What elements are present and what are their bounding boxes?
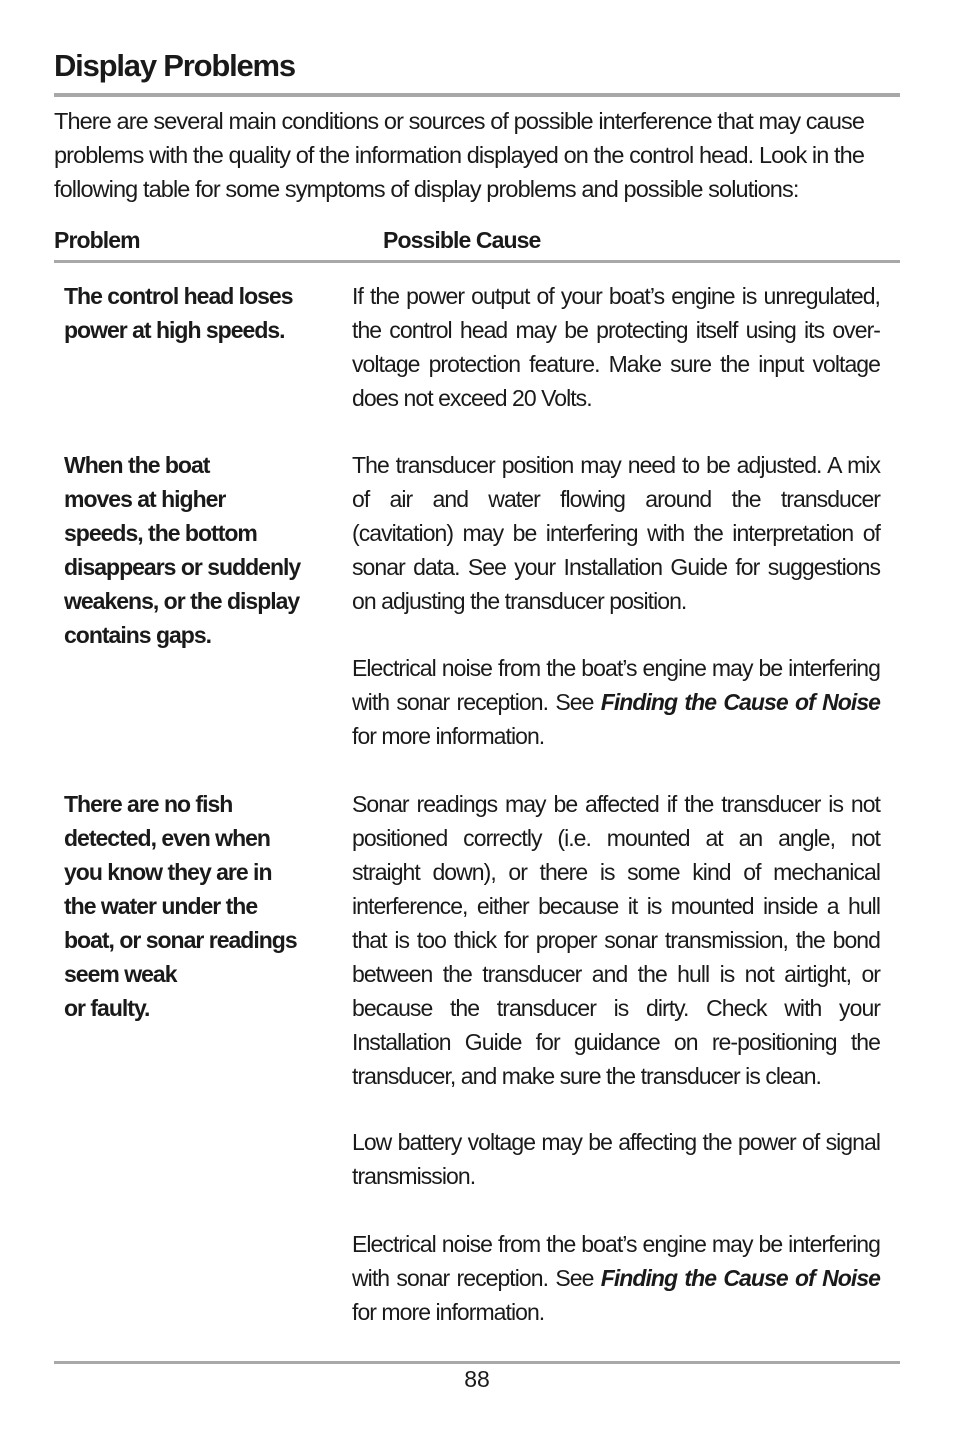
cross-reference-link: Finding the Cause of Noise (600, 689, 880, 715)
cause-paragraph (352, 1227, 880, 1329)
title-divider (54, 93, 900, 97)
column-header-problem: Problem (54, 227, 140, 253)
page-number: 88 (464, 1366, 490, 1392)
cause-text: for more information. (352, 723, 545, 749)
header-divider (54, 260, 900, 263)
column-header-cause: Possible Cause (383, 227, 541, 253)
problem-cell: There are no fish detected, even when you know they are in the water under the boat, or sonar readings seem weak or faulty. (64, 791, 297, 1021)
problem-cell: The control head loses power at high speeds. (64, 283, 293, 343)
cross-reference-link: Finding the Cause of Noise (600, 1265, 880, 1291)
cause-paragraph: If the power output of your boat’s engine is unregulated, the control head may be protecting itself using its over-voltage protection feature. Make sure the input voltage does not exceed 20 Volts. (352, 283, 880, 411)
cause-text: Electrical noise from the boat’s engine may be interfering with sonar reception. See (352, 1231, 880, 1291)
cause-text: for more information. (352, 1299, 545, 1325)
problem-cell: When the boat moves at higher speeds, the bottom disappears or suddenly weakens, or the display contains gaps. (64, 452, 301, 648)
intro-paragraph: There are several main conditions or sources of possible interference that may cause problems with the quality of the information displayed on the control head. Look in the following table for some symptoms of display problems and possible solutions: (54, 108, 865, 202)
cause-paragraph: The transducer position may need to be adjusted. A mix of air and water flowing around the transducer (cavitation) may be interfering with the interpretation of sonar data. See your Installation Guide for suggestions on adjusting the transducer position. (352, 452, 880, 614)
cause-paragraph: Sonar readings may be affected if the transducer is not positioned correctly (i.e. mounted at an angle, not straight down), or there is some kind of mechanical interference, either because it is mounted inside a hull that is too thick for proper sonar transmission, the bond between the transducer and the hull is not airtight, or because the transducer is dirty. Check with your Installation Guide for guidance on re-positioning the transducer, and make sure the transducer is clean. (352, 791, 880, 1089)
cause-paragraph (352, 651, 880, 753)
page-title: Display Problems (54, 48, 295, 83)
footer-divider (54, 1361, 900, 1364)
cause-text: Electrical noise from the boat’s engine may be interfering with sonar reception. See (352, 655, 880, 715)
cause-paragraph: Low battery voltage may be affecting the power of signal transmission. (352, 1129, 880, 1189)
